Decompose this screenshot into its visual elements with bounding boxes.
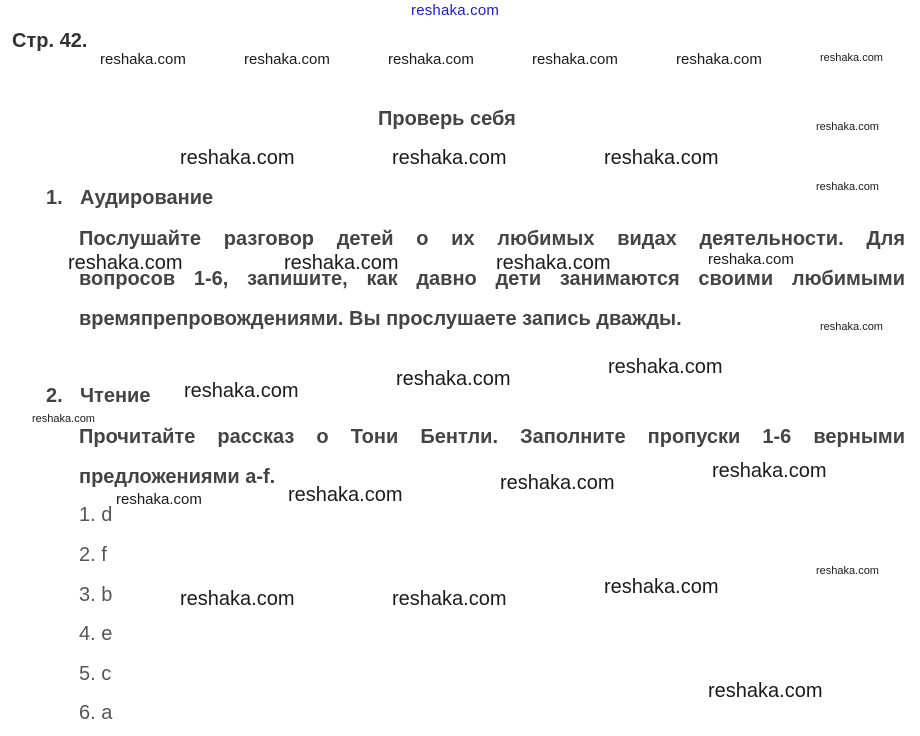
watermark: reshaka.com: [100, 51, 186, 68]
watermark: reshaka.com: [500, 472, 615, 494]
watermark: reshaka.com: [708, 251, 794, 268]
page-number: Стр. 42.: [12, 30, 88, 52]
section-2-heading: [46, 385, 150, 408]
answer-item: 6. a: [79, 702, 113, 724]
section-2-line-1: Прочитайте рассказ о Тони Бентли. Заполните пропуски 1-6 верными: [79, 426, 905, 448]
watermark: reshaka.com: [820, 321, 883, 333]
watermark: reshaka.com: [180, 588, 295, 610]
watermark: reshaka.com: [184, 380, 299, 402]
answer-item: 4. e: [79, 623, 113, 645]
section-1-number: 1.: [46, 187, 63, 209]
watermark: reshaka.com: [32, 413, 95, 425]
watermark: reshaka.com: [820, 52, 883, 64]
watermark: reshaka.com: [180, 147, 295, 169]
watermark: reshaka.com: [392, 588, 507, 610]
watermark: reshaka.com: [116, 491, 202, 508]
watermark: reshaka.com: [712, 460, 827, 482]
watermark: reshaka.com: [392, 147, 507, 169]
answer-item: 5. c: [79, 663, 112, 685]
watermark: reshaka.com: [604, 576, 719, 598]
watermark: reshaka.com: [708, 680, 823, 702]
answer-item: 1. d: [79, 504, 113, 526]
answer-item: 2. f: [79, 544, 107, 566]
watermark: reshaka.com: [676, 51, 762, 68]
page-title: Проверь себя: [378, 108, 516, 130]
watermark: reshaka.com: [816, 121, 879, 133]
watermark: reshaka.com: [532, 51, 618, 68]
watermark: reshaka.com: [604, 147, 719, 169]
answer-item: 3. b: [79, 584, 113, 606]
watermark: reshaka.com: [608, 356, 723, 378]
watermark: reshaka.com: [496, 252, 611, 274]
section-1-line-2: вопросов 1-6, запишите, как давно дети занимаются своими любимыми: [79, 268, 905, 290]
section-1-heading: [46, 187, 213, 210]
watermark: reshaka.com: [284, 252, 399, 274]
section-2-title: Чтение: [80, 385, 151, 407]
watermark: reshaka.com: [68, 252, 183, 274]
watermark: reshaka.com: [396, 368, 511, 390]
section-1-line-1: Послушайте разговор детей о их любимых видах деятельности. Для: [79, 228, 905, 250]
watermark: reshaka.com: [816, 181, 879, 193]
section-1-title: Аудирование: [80, 187, 214, 209]
section-1-line-3: времяпрепровождениями. Вы прослушаете запись дважды.: [79, 308, 682, 330]
site-watermark: reshaka.com: [411, 2, 500, 19]
watermark: reshaka.com: [244, 51, 330, 68]
watermark: reshaka.com: [816, 565, 879, 577]
section-2-number: 2.: [46, 385, 63, 407]
watermark: reshaka.com: [288, 484, 403, 506]
watermark: reshaka.com: [388, 51, 474, 68]
section-2-line-2: предложениями a-f.: [79, 466, 276, 488]
